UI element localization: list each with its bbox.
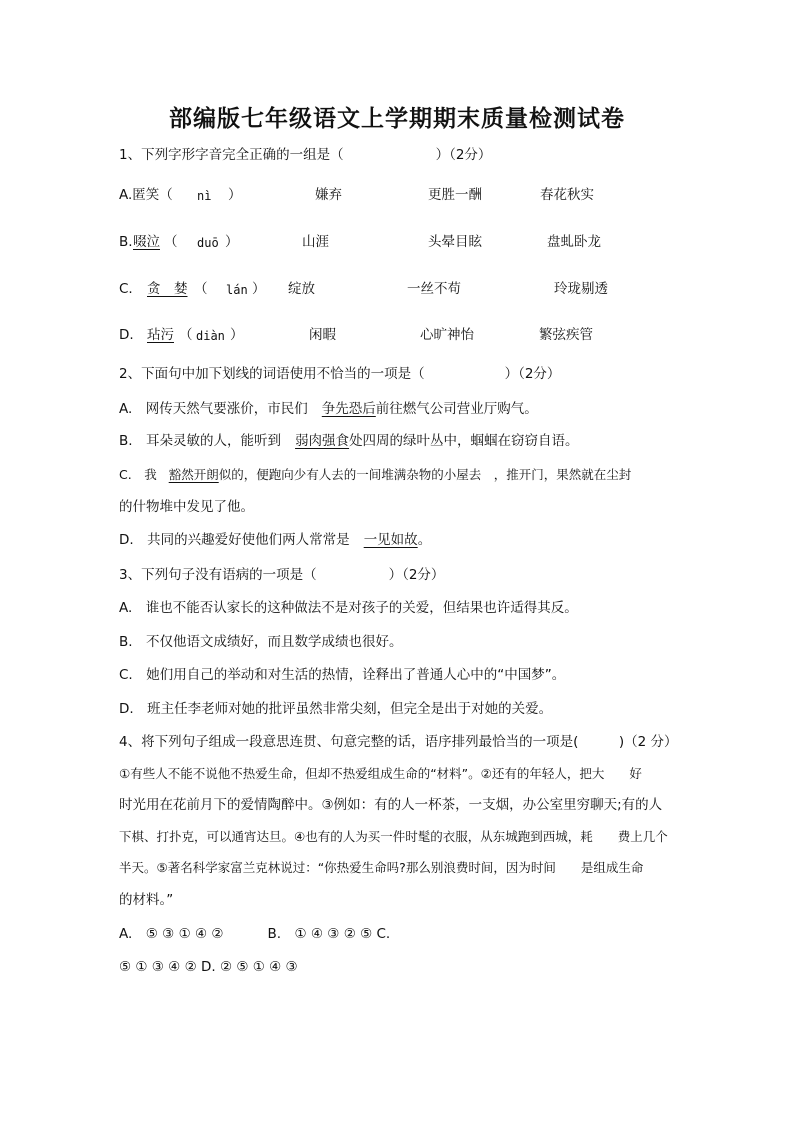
q2-c-text: C. 我: [119, 467, 157, 482]
q1-stem-text: 1、下列字形字音完全正确的一组是（: [119, 147, 344, 163]
q1-a-pinyin: nì: [197, 189, 212, 203]
question-4-stem: 4、将下列句子组成一段意思连贯、句意完整的话，语序排列最恰当的一项是( )（2 分）: [119, 734, 678, 750]
q1-a-word4: 春花秋实: [540, 187, 594, 203]
q4-passage-line-4: 半天。⑤著名科学家富兰克林说过：“你热爱生命吗?那么别浪费时间，因为时间 是组成生命: [119, 860, 644, 875]
q1-b-word: 啜泣: [133, 234, 160, 250]
question-1-stem: [119, 146, 491, 164]
q1-c-close: ）: [252, 281, 266, 297]
q1-d-word2: 闲暇: [309, 327, 336, 343]
q3-stem-score: ）（2分）: [388, 567, 445, 583]
q1-c-open: （: [194, 281, 208, 297]
q2-a-text-end: 前往燃气公司营业厅购气。: [375, 401, 538, 417]
q3-option-d: D. 班主任李老师对她的批评虽然非常尖刻，但完全是出于对她的关爱。: [119, 701, 553, 717]
q2-d-text: D. 共同的兴趣爱好使他们两人常常是: [119, 532, 350, 548]
q1-stem-score: ）（2分）: [435, 147, 492, 163]
q2-c-underlined: 豁然开朗: [168, 467, 219, 482]
q1-b-word2: 山涯: [302, 234, 329, 250]
q4-options-row-1: [119, 925, 390, 943]
q1-c-pinyin: lán: [226, 283, 248, 297]
q3-option-c: C. 她们用自己的举动和对生活的热情，诠释出了普通人心中的“中国梦”。: [119, 667, 566, 683]
q2-d-text-end: 。: [417, 532, 432, 548]
q2-stem-text: 2、下面句中加下划线的词语使用不恰当的一项是（: [119, 366, 425, 382]
q4-option-a: A. ⑤ ③ ① ④ ②: [119, 926, 224, 942]
q2-option-b: [119, 432, 579, 450]
q1-b-open: （: [164, 234, 178, 250]
q1-a-word2: 嫌弃: [315, 187, 342, 203]
q1-c-label: C.: [119, 281, 133, 297]
q1-d-word4: 繁弦疾管: [539, 327, 593, 343]
q2-b-underlined: 弱肉强食: [295, 433, 350, 449]
q1-d-word: 玷污: [147, 327, 174, 343]
q1-d-pinyin: diàn: [196, 329, 225, 343]
question-2-stem: [119, 365, 560, 383]
q2-option-c: [119, 466, 631, 484]
q2-d-underlined: 一见如故: [363, 532, 418, 548]
q4-options-row-2: ⑤ ① ③ ④ ② D. ② ⑤ ① ④ ③: [119, 959, 298, 975]
q1-d-word3: 心旷神怡: [420, 327, 474, 343]
q3-option-b: B. 不仅他语文成绩好，而且数学成绩也很好。: [119, 634, 403, 650]
q4-passage-line-3: 下棋、打扑克，可以通宵达旦。④也有的人为买一件时髦的衣服，从东城跑到西城，耗 费上几个: [119, 829, 668, 844]
q2-stem-score: ）（2分）: [504, 366, 561, 382]
q1-a-word3: 更胜一酬: [428, 187, 482, 203]
q1-b-close: ）: [225, 234, 239, 250]
q2-c-text-end: 似的，便跑向少有人去的一间堆满杂物的小屋去 ，推开门，果然就在尘封: [218, 467, 632, 482]
q1-d-close: ）: [230, 327, 244, 343]
q4-passage-line-2: 时光用在花前月下的爱情陶醉中。③例如：有的人一杯茶，一支烟，办公室里穷聊天;有的人: [119, 797, 663, 813]
q1-d-open: （: [179, 327, 193, 343]
q2-a-text: A. 网传天然气要涨价，市民们: [119, 401, 308, 417]
q3-stem-text: 3、下列句子没有语病的一项是（: [119, 567, 317, 583]
q1-d-label: D.: [119, 327, 134, 343]
q3-option-a: A. 谁也不能否认家长的这种做法不是对孩子的关爱，但结果也许适得其反。: [119, 600, 578, 616]
q1-a-close: ）: [228, 187, 242, 203]
q2-a-underlined: 争先恐后: [321, 401, 376, 417]
q1-c-word2: 绽放: [288, 281, 315, 297]
q2-option-d: [119, 531, 431, 549]
q4-option-b: B. ① ④ ③ ② ⑤ C.: [267, 926, 391, 942]
q2-option-a: [119, 400, 538, 418]
q1-b-label: B.: [119, 234, 133, 250]
page-title: 部编版七年级语文上学期期末质量检测试卷: [169, 106, 625, 132]
q1-a-label: A.匿笑（: [119, 187, 173, 203]
q1-c-word3: 一丝不苟: [407, 281, 461, 297]
q4-passage-line-5: 的材料。”: [119, 892, 174, 908]
q1-c-word4: 玲珑剔透: [554, 281, 608, 297]
q2-option-c-continued: 的什物堆中发见了他。: [119, 499, 254, 515]
q1-b-word3: 头晕目眩: [428, 234, 482, 250]
q1-b-pinyin: duō: [197, 236, 219, 250]
q1-b-word4: 盘虬卧龙: [547, 234, 601, 250]
q4-passage-line-1: ①有些人不能不说他不热爱生命，但却不热爱组成生命的“材料”。②还有的年轻人，把大 好: [119, 766, 642, 781]
q2-b-text: B. 耳朵灵敏的人，能听到: [119, 433, 282, 449]
q1-c-word: 贪 婪: [147, 281, 188, 297]
q2-b-text-end: 处四周的绿叶丛中，蝈蝈在窃窃自语。: [349, 433, 579, 449]
question-3-stem: [119, 566, 444, 584]
